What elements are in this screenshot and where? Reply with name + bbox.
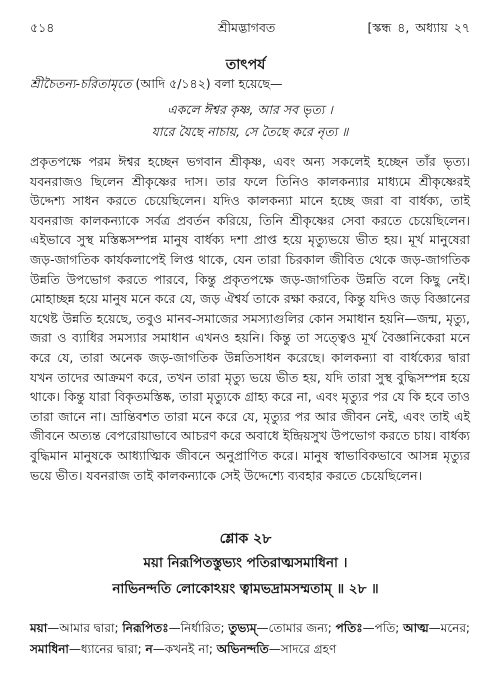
chapter-reference: [স্কন্ধ ৪, অধ্যায় ২৭ [367,20,470,35]
citation [30,76,470,96]
page-header [30,20,470,42]
purport-heading: তাৎপর্য [225,57,266,73]
synonym-meaning: কখনই না; [164,642,213,656]
synonym-word: পতিঃ [335,621,363,635]
citation-work: শ্রীচৈতন্য-চরিতামৃতে [30,76,132,91]
quote-line-2: যারে যৈছে নাচায়, সে তৈছে করে নৃত্য ॥ [151,124,349,139]
synonym-meaning: পতি; [374,621,400,635]
citation-reference: (আদি ৫/১৪২) বলা হয়েছে— [135,76,283,91]
synonym-meaning: নির্ধারিত; [180,621,225,635]
synonyms: ময়া—আমার দ্বারা; নিরূপিতঃ—নির্ধারিত; তুভ্যম্—তোমার জন্য; পতিঃ—পতি; আত্ম—মনের; সমাধিনা—ধ্যানের দ্বারা; ন—কখনই না; অভিনন্দতি—সাদরে গ্রহণ [30,621,470,656]
synonym-meaning: মনের; [440,621,470,635]
synonym-meaning: আমার দ্বারা; [59,621,119,635]
synonym-word: তুভ্যম্ [228,621,257,635]
synonym-meaning: তোমার জন্য; [268,621,332,635]
book-title: শ্রীমদ্ভাগবত [218,20,276,35]
verse-heading: শ্লোক ২৮ [219,531,272,547]
synonym-word: আত্ম [403,621,429,635]
purport-paragraph: প্রকৃতপক্ষে পরম ঈশ্বর হচ্ছেন ভগবান শ্রীকৃষ্ণ, এবং অন্য সকলেই হচ্ছেন তাঁর ভৃত্য। যবনরাজও ছিলেন শ্রীকৃষ্ণের দাস। তার ফলে তিনিও কালকন্যার মাধ্যমে শ্রীকৃষ্ণেরই উদ্দেশ্য সাধন করতে চেয়েছিলেন। যদিও কালকন্যা মানে হচ্ছে জরা বা বার্ধক্য, তাই যবনরাজ কালকন্যাকে সর্বত্র প্রবর্তন করিয়ে, তিনি শ্রীকৃষ্ণের সেবা করতে চেয়েছিলেন। এইভাবে সুস্থ মস্তিষ্কসম্পন্ন মানুষ বার্ধক্য দশা প্রাপ্ত হয়ে মৃত্যুভয়ে ভীত হয়। মূর্খ মানুষেরা জড়-জাগতিক কার্যকলাপেই লিপ্ত থাকে, যেন তারা চিরকাল জীবিত থেকে জড়-জাগতিক উন্নতি উপভোগ করতে পারবে, কিন্তু প্রকৃতপক্ষে জড়-জাগতিক উন্নতি বলে কিছু নেই। মোহাচ্ছন্ন হয়ে মানুষ মনে করে যে, জড় ঐশ্বর্য তাকে রক্ষা করবে, কিন্তু যদিও জড় বিজ্ঞানের যথেষ্ট উন্নতি হয়েছে, তবুও মানব-সমাজের সমস্যাগুলির কোন সমাধান হয়নি—জন্ম, মৃত্যু, জরা ও ব্যাধির সমস্যার সমাধান এখনও হয়নি। কিন্তু তা সত্ত্বেও মূর্খ বৈজ্ঞানিকেরা মনে করে যে, তারা অনেক জড়-জাগতিক উন্নতিসাধন করেছে। কালকন্যা বা বার্ধক্যের দ্বারা যখন তাদের আক্রমণ করে, তখন তারা মৃত্যু ভয়ে ভীত হয়, যদি তারা সুস্থ বুদ্ধিসম্পন্ন হয়ে থাকে। কিন্তু যারা বিকৃতমস্তিষ্ক, তারা মৃত্যুকে গ্রাহ্য করে না, এবং মৃত্যুর পর যে কি হবে তাও তারা জানে না। ভ্রান্তিবশত তারা মনে করে যে, মৃত্যুর পর আর জীবন নেই, এবং তাই এই জীবনে অত্যন্ত বেপরোয়াভাবে আচরণ করে অবাধে ইন্দ্রিয়সুখ উপভোগ করতে চায়। বার্ধক্য বুদ্ধিমান মানুষকে আধ্যাত্মিক জীবনে অনুপ্রাণিত করে। মানুষ স্বাভাবিকভাবে আসন্ন মৃত্যুর ভয়ে ভীত। যবনরাজ তাই কালকন্যাকে সেই উদ্দেশ্যে ব্যবহার করতে চেয়েছিলেন। [30,154,470,483]
verse-line-2: নাভিনন্দতি লোকোঽয়ং ত্বামভদ্রামসম্মতাম্ ॥ ২৮ ॥ [112,581,379,597]
quote-line-1: একলে ঈশ্বর কৃষ্ণ, আর সব ভৃত্য । [167,102,333,117]
synonym-word: নিরূপিতঃ [122,621,169,635]
synonym-word: ময়া [30,621,48,635]
synonym-meaning: ধ্যানের দ্বারা; [80,642,142,656]
synonym-word: ন [145,642,153,656]
synonym-meaning: সাদরে গ্রহণ [280,642,337,656]
synonym-word: সমাধিনা [30,642,69,656]
verse-line-1: ময়া নিরূপিতস্তুভ্যং পতিরাত্মসমাধিনা । [143,555,348,571]
page-number: ৫১৪ [30,20,55,35]
synonym-word: অভিনন্দতি [216,642,269,656]
